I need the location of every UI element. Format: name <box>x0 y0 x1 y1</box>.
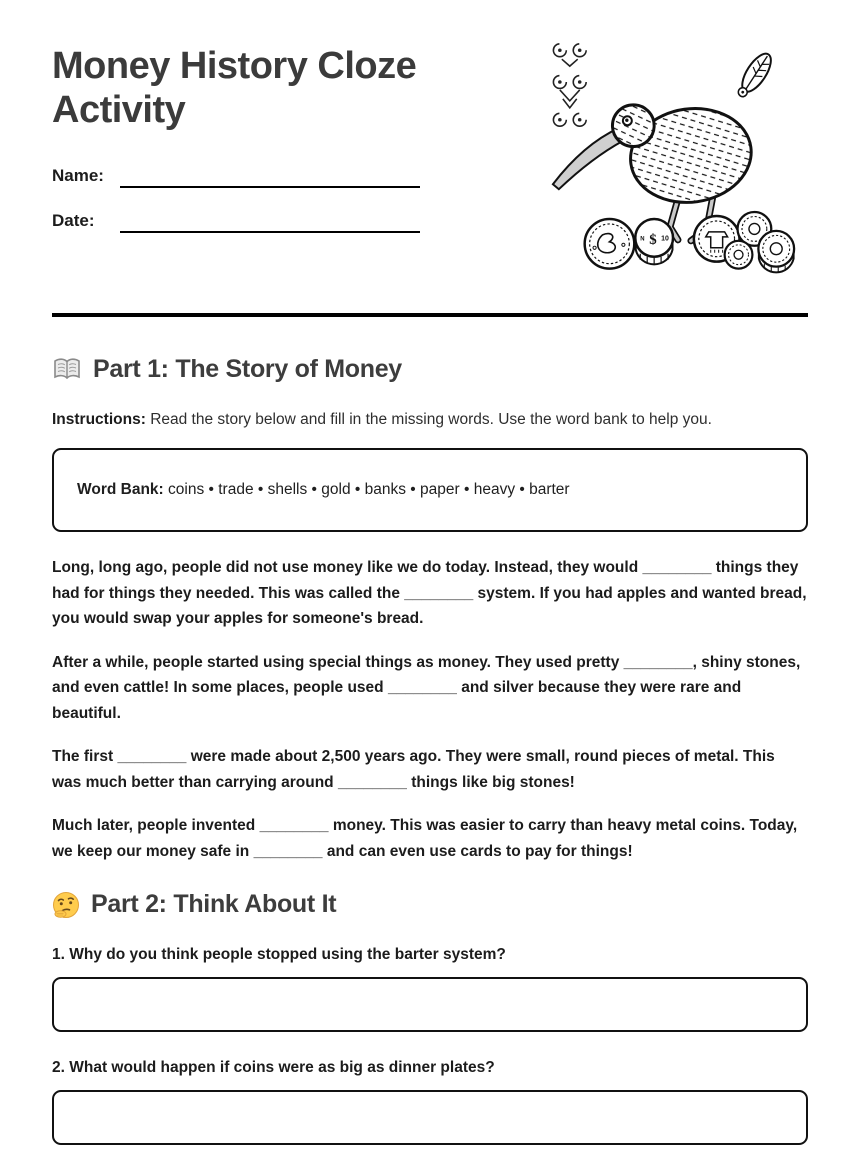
question-1-answer-box[interactable] <box>52 977 808 1032</box>
kiwi-illustration <box>540 28 808 274</box>
svg-text:N: N <box>640 236 645 243</box>
question-block-1 <box>52 946 808 1032</box>
name-input[interactable] <box>120 162 420 188</box>
page-title: Money History Cloze Activity <box>52 45 417 132</box>
word-bank <box>52 448 808 532</box>
part1-section <box>52 355 808 864</box>
part2-heading-text: Part 2: Think About It <box>91 890 337 918</box>
date-input[interactable] <box>120 207 420 233</box>
story-paragraph-4: Much later, people invented ________ money. This was easier to carry than heavy metal coins. Today, we keep our money safe in ________ and can even use cards to pay for things! <box>52 817 798 860</box>
thinking-face-icon <box>52 891 80 919</box>
instructions-text: Read the story below and fill in the missing words. Use the word bank to help you. <box>150 411 712 428</box>
word-bank-words: coins • trade • shells • gold • banks • paper • heavy • barter <box>168 481 570 498</box>
part1-heading-text: Part 1: The Story of Money <box>93 355 402 383</box>
koru-spiral-icon <box>553 44 586 126</box>
worksheet-header <box>52 0 808 279</box>
instructions-line <box>52 409 808 431</box>
part2-heading <box>52 890 808 919</box>
date-field-row <box>52 207 522 233</box>
svg-text:10: 10 <box>661 235 669 243</box>
question-2-answer-box[interactable] <box>52 1090 808 1145</box>
word-bank-label: Word Bank: <box>77 481 164 498</box>
question-2-label: 2. What would happen if coins were as big as dinner plates? <box>52 1059 495 1076</box>
question-1-label: 1. Why do you think people stopped using the barter system? <box>52 946 506 963</box>
part2-section <box>52 890 808 1145</box>
section-divider <box>52 313 808 317</box>
open-book-icon <box>52 357 82 382</box>
header-left <box>52 0 522 279</box>
part1-heading <box>52 355 808 384</box>
name-label: Name: <box>52 166 104 186</box>
question-block-2 <box>52 1059 808 1145</box>
story-paragraph-3: The first ________ were made about 2,500 years ago. They were small, round pieces of metal. This was much better than carrying around ________ things like big stones! <box>52 748 775 791</box>
feather-icon <box>733 49 776 101</box>
story-paragraph-1: Long, long ago, people did not use money like we do today. Instead, they would ________ things they had for things they needed. This was called the ________ system. If you had apples and wanted bread, you would swap your apples for someone's bread. <box>52 559 807 627</box>
name-field-row <box>52 162 522 188</box>
date-label: Date: <box>52 211 95 231</box>
svg-text:$: $ <box>649 231 657 248</box>
story-paragraph-2: After a while, people started using special things as money. They used pretty ________, shiny stones, and even cattle! In some places, people used ________ and silver because they were rare and beautiful. <box>52 653 801 722</box>
instructions-label: Instructions: <box>52 411 146 428</box>
header-illustration-area <box>540 0 808 279</box>
